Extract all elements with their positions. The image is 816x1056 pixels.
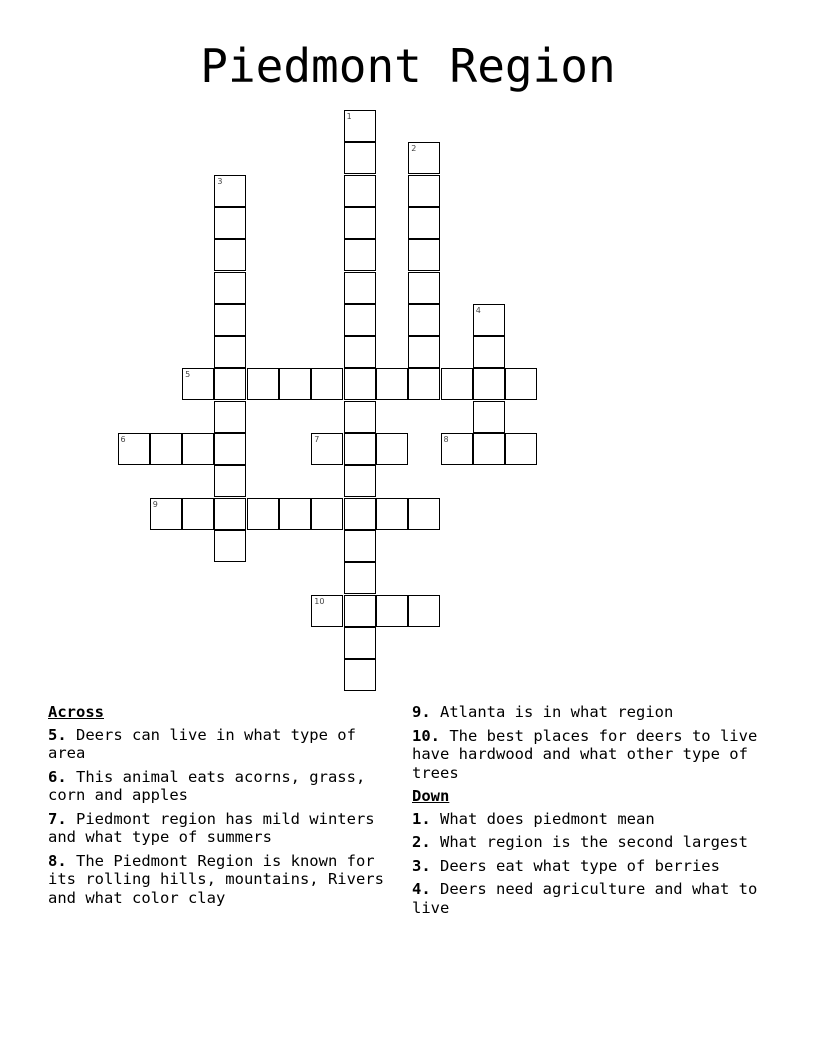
clue-across-8 — [48, 852, 398, 908]
grid-cell[interactable] — [182, 433, 214, 465]
cell-number: 6 — [120, 435, 126, 444]
down-heading: Down — [412, 787, 450, 805]
grid-cell[interactable] — [214, 530, 246, 562]
grid-cell[interactable] — [408, 142, 440, 174]
grid-cell[interactable] — [408, 336, 440, 368]
grid-cell[interactable] — [214, 368, 246, 400]
grid-cell[interactable] — [344, 272, 376, 304]
grid-cell[interactable] — [182, 498, 214, 530]
grid-cell[interactable] — [344, 659, 376, 691]
grid-cell[interactable] — [473, 368, 505, 400]
clue-number: 6. — [48, 767, 67, 786]
grid-cell[interactable] — [214, 239, 246, 271]
grid-cell[interactable] — [118, 433, 150, 465]
grid-cell[interactable] — [247, 498, 279, 530]
grid-cell[interactable] — [441, 368, 473, 400]
clue-text: Deers eat what type of berries — [440, 856, 720, 875]
grid-cell[interactable] — [344, 239, 376, 271]
grid-cell[interactable] — [344, 627, 376, 659]
grid-cell[interactable] — [150, 498, 182, 530]
cell-number: 5 — [185, 370, 191, 380]
grid-cell[interactable] — [473, 304, 505, 336]
cell-number: 7 — [314, 435, 320, 444]
grid-cell[interactable] — [344, 595, 376, 627]
grid-cell[interactable] — [408, 595, 440, 627]
grid-cell[interactable] — [344, 530, 376, 562]
grid-cell[interactable] — [311, 498, 343, 530]
grid-cell[interactable] — [182, 368, 214, 400]
grid-cell[interactable] — [344, 110, 376, 142]
clue-down-2 — [412, 833, 767, 852]
across-heading: Across — [48, 703, 104, 721]
grid-cell[interactable] — [344, 175, 376, 207]
clue-text: This animal eats acorns, grass, corn and apples — [48, 767, 366, 804]
grid-cell[interactable] — [408, 175, 440, 207]
clue-text: The best places for deers to live have hardwood and what other type of trees — [412, 726, 758, 782]
grid-cell[interactable] — [150, 433, 182, 465]
grid-cell[interactable] — [214, 207, 246, 239]
grid-cell[interactable] — [214, 336, 246, 368]
grid-cell[interactable] — [473, 336, 505, 368]
clue-text: What does piedmont mean — [440, 809, 655, 828]
grid-cell[interactable] — [344, 142, 376, 174]
grid-cell[interactable] — [441, 433, 473, 465]
clue-across-10 — [412, 727, 767, 783]
grid-cell[interactable] — [214, 465, 246, 497]
cell-number: 4 — [475, 305, 481, 315]
grid-cell[interactable] — [505, 368, 537, 400]
grid-cell[interactable] — [344, 304, 376, 336]
clue-text: The Piedmont Region is known for its rolling hills, mountains, Rivers and what color clay — [48, 851, 384, 907]
grid-cell[interactable] — [408, 368, 440, 400]
grid-cell[interactable] — [311, 595, 343, 627]
clue-number: 4. — [412, 880, 431, 898]
clue-number: 2. — [412, 833, 431, 851]
grid-cell[interactable] — [214, 175, 246, 207]
clue-across-9 — [412, 703, 767, 722]
clue-text: What region is the second largest — [440, 833, 748, 851]
grid-cell[interactable] — [279, 368, 311, 400]
grid-cell[interactable] — [408, 272, 440, 304]
clue-across-5 — [48, 726, 398, 763]
clue-number: 5. — [48, 725, 67, 744]
clue-text: Deers can live in what type of area — [48, 725, 356, 762]
clues-column-left — [48, 703, 398, 912]
grid-cell[interactable] — [311, 368, 343, 400]
grid-cell[interactable] — [214, 498, 246, 530]
clue-number: 9. — [412, 703, 431, 721]
page-title: Piedmont Region — [200, 39, 616, 93]
grid-cell[interactable] — [214, 433, 246, 465]
grid-cell[interactable] — [376, 595, 408, 627]
grid-cell[interactable] — [344, 336, 376, 368]
grid-cell[interactable] — [214, 304, 246, 336]
clue-across-6 — [48, 768, 398, 805]
clue-down-1 — [412, 810, 767, 829]
grid-cell[interactable] — [376, 498, 408, 530]
clue-number: 1. — [412, 809, 431, 828]
grid-cell[interactable] — [344, 498, 376, 530]
grid-cell[interactable] — [505, 433, 537, 465]
cell-number: 10 — [314, 596, 325, 606]
clue-number: 8. — [48, 851, 67, 870]
grid-cell[interactable] — [214, 272, 246, 304]
grid-cell[interactable] — [344, 465, 376, 497]
clue-text: Deers need agriculture and what to live — [412, 880, 758, 917]
cell-number: 9 — [152, 499, 158, 509]
grid-cell[interactable] — [376, 368, 408, 400]
clue-number: 3. — [412, 856, 431, 875]
grid-cell[interactable] — [473, 401, 505, 433]
cell-number: 2 — [411, 144, 417, 154]
cell-number: 1 — [346, 112, 352, 121]
cell-number: 3 — [217, 176, 223, 186]
grid-cell[interactable] — [408, 207, 440, 239]
clue-down-4 — [412, 880, 767, 917]
clue-down-3 — [412, 857, 767, 876]
grid-cell[interactable] — [214, 401, 246, 433]
grid-cell[interactable] — [344, 401, 376, 433]
grid-cell[interactable] — [473, 433, 505, 465]
grid-cell[interactable] — [408, 498, 440, 530]
grid-cell[interactable] — [344, 433, 376, 465]
grid-cell[interactable] — [344, 368, 376, 400]
grid-cell[interactable] — [408, 239, 440, 271]
grid-cell[interactable] — [376, 433, 408, 465]
clue-text: Atlanta is in what region — [440, 703, 674, 721]
clue-text: Piedmont region has mild winters and what type of summers — [48, 809, 375, 846]
clue-number: 7. — [48, 809, 67, 828]
grid-cell[interactable] — [311, 433, 343, 465]
clue-number: 10. — [412, 726, 440, 745]
clues-column-right — [412, 703, 767, 922]
grid-cell[interactable] — [247, 368, 279, 400]
grid-cell[interactable] — [408, 304, 440, 336]
grid-cell[interactable] — [279, 498, 311, 530]
grid-cell[interactable] — [344, 207, 376, 239]
grid-cell[interactable] — [344, 562, 376, 594]
cell-number: 8 — [443, 435, 449, 444]
clue-across-7 — [48, 810, 398, 847]
